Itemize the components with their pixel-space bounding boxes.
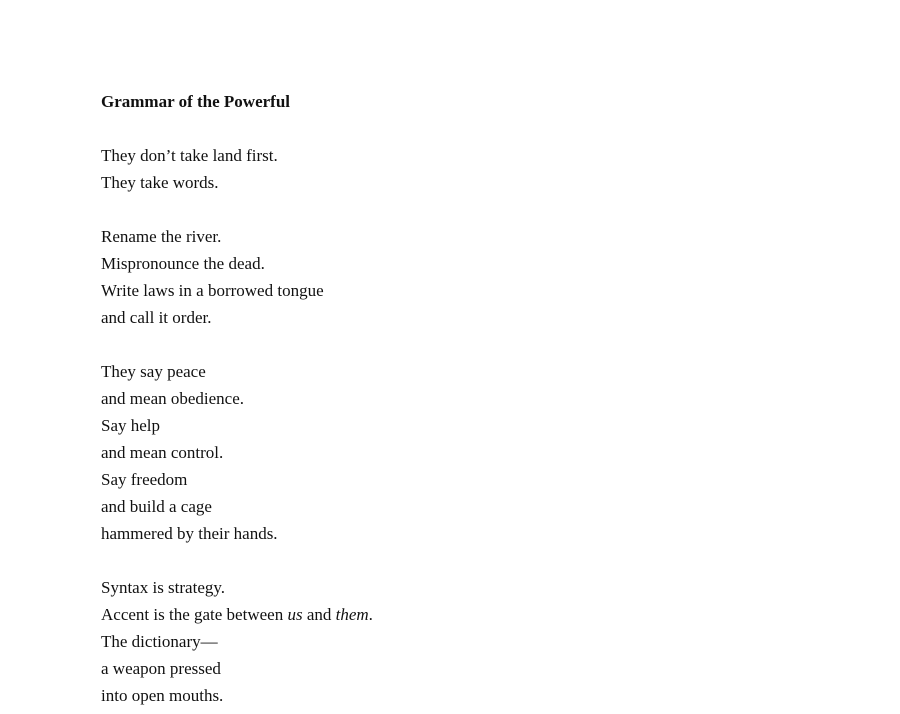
poem-line: and mean control. xyxy=(101,443,224,462)
poem-line: Rename the river. xyxy=(101,227,222,246)
stanza-gap xyxy=(101,115,801,142)
line-text: and xyxy=(302,605,336,624)
stanza-4 xyxy=(101,574,801,709)
emphasis-us: us xyxy=(287,605,303,624)
poem-line: hammered by their hands. xyxy=(101,524,278,543)
poem-line-mixed xyxy=(101,601,801,628)
poem-line: and call it order. xyxy=(101,308,212,327)
stanza-2 xyxy=(101,223,801,331)
poem-line: They say peace xyxy=(101,362,206,381)
line-text: Accent is the gate between xyxy=(101,605,288,624)
poem-title: Grammar of the Powerful xyxy=(101,92,290,111)
poem-page xyxy=(101,88,801,709)
stanza-gap xyxy=(101,547,801,574)
poem-line: and mean obedience. xyxy=(101,389,245,408)
poem-line: They take words. xyxy=(101,173,219,192)
poem-line: Mispronounce the dead. xyxy=(101,254,265,273)
stanza-3 xyxy=(101,358,801,547)
emphasis-them: them xyxy=(335,605,369,624)
poem-line: and build a cage xyxy=(101,497,212,516)
poem-line: Syntax is strategy. xyxy=(101,578,226,597)
stanza-1 xyxy=(101,142,801,196)
stanza-gap xyxy=(101,331,801,358)
poem-line: They don’t take land first. xyxy=(101,146,278,165)
line-text: . xyxy=(368,605,373,624)
poem-line: into open mouths. xyxy=(101,686,224,705)
poem-line: a weapon pressed xyxy=(101,659,221,678)
poem-line: Say freedom xyxy=(101,470,188,489)
poem-line: Say help xyxy=(101,416,161,435)
poem-line: Write laws in a borrowed tongue xyxy=(101,281,324,300)
stanza-gap xyxy=(101,196,801,223)
poem-line: The dictionary— xyxy=(101,632,218,651)
